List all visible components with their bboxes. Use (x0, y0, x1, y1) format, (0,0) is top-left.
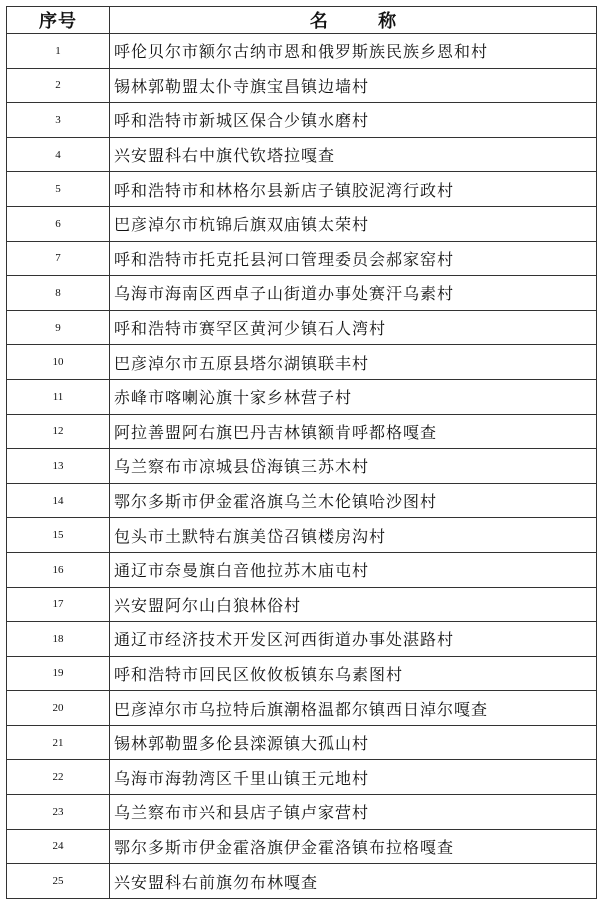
table-row (7, 103, 597, 138)
row-number: 5 (7, 172, 110, 207)
village-name: 阿拉善盟阿右旗巴丹吉林镇额肯呼都格嘎查 (110, 414, 597, 449)
row-number: 17 (7, 587, 110, 622)
village-name: 呼和浩特市托克托县河口管理委员会郝家窑村 (110, 241, 597, 276)
table-row (7, 829, 597, 864)
row-number: 2 (7, 68, 110, 103)
village-name: 巴彦淖尔市乌拉特后旗潮格温都尔镇西日淖尔嘎查 (110, 691, 597, 726)
row-number: 4 (7, 137, 110, 172)
table-row (7, 587, 597, 622)
row-number: 15 (7, 518, 110, 553)
village-name: 赤峰市喀喇沁旗十家乡林营子村 (110, 379, 597, 414)
row-number: 24 (7, 829, 110, 864)
table-row (7, 483, 597, 518)
row-number: 14 (7, 483, 110, 518)
village-name: 通辽市奈曼旗白音他拉苏木庙屯村 (110, 552, 597, 587)
table-header-row (7, 7, 597, 34)
table-row (7, 518, 597, 553)
row-number: 16 (7, 552, 110, 587)
table-row (7, 206, 597, 241)
row-number: 25 (7, 864, 110, 899)
row-number: 7 (7, 241, 110, 276)
row-number: 9 (7, 310, 110, 345)
row-number: 18 (7, 622, 110, 657)
row-number: 11 (7, 379, 110, 414)
table-row (7, 68, 597, 103)
village-name: 呼和浩特市和林格尔县新店子镇胶泥湾行政村 (110, 172, 597, 207)
village-name: 乌海市海南区西卓子山街道办事处赛汗乌素村 (110, 276, 597, 311)
village-name: 呼和浩特市新城区保合少镇水磨村 (110, 103, 597, 138)
table-row (7, 725, 597, 760)
row-number: 21 (7, 725, 110, 760)
table-row (7, 760, 597, 795)
village-name: 兴安盟阿尔山白狼林俗村 (110, 587, 597, 622)
row-number: 3 (7, 103, 110, 138)
table-row (7, 172, 597, 207)
village-name: 鄂尔多斯市伊金霍洛旗乌兰木伦镇哈沙图村 (110, 483, 597, 518)
table-row (7, 656, 597, 691)
row-number: 13 (7, 449, 110, 484)
village-list-table (6, 6, 597, 899)
row-number: 8 (7, 276, 110, 311)
village-name: 锡林郭勒盟太仆寺旗宝昌镇边墙村 (110, 68, 597, 103)
row-number: 1 (7, 34, 110, 69)
table-body (7, 34, 597, 899)
table-row (7, 622, 597, 657)
table-row (7, 345, 597, 380)
village-name: 鄂尔多斯市伊金霍洛旗伊金霍洛镇布拉格嘎查 (110, 829, 597, 864)
village-name: 兴安盟科右中旗代钦塔拉嘎查 (110, 137, 597, 172)
village-name: 通辽市经济技术开发区河西街道办事处湛路村 (110, 622, 597, 657)
row-number: 22 (7, 760, 110, 795)
village-name: 锡林郭勒盟多伦县滦源镇大孤山村 (110, 725, 597, 760)
table-row (7, 691, 597, 726)
table-row (7, 552, 597, 587)
column-header-name: 名 称 (110, 7, 597, 34)
table-row (7, 276, 597, 311)
row-number: 6 (7, 206, 110, 241)
village-name: 兴安盟科右前旗勿布林嘎查 (110, 864, 597, 899)
row-number: 20 (7, 691, 110, 726)
table-row (7, 379, 597, 414)
village-name: 包头市土默特右旗美岱召镇楼房沟村 (110, 518, 597, 553)
village-name: 呼伦贝尔市额尔古纳市恩和俄罗斯族民族乡恩和村 (110, 34, 597, 69)
village-name: 乌兰察布市兴和县店子镇卢家营村 (110, 795, 597, 830)
table-row (7, 310, 597, 345)
table-row (7, 449, 597, 484)
village-name: 巴彦淖尔市五原县塔尔湖镇联丰村 (110, 345, 597, 380)
village-name: 巴彦淖尔市杭锦后旗双庙镇太荣村 (110, 206, 597, 241)
table-row (7, 864, 597, 899)
village-name: 乌兰察布市凉城县岱海镇三苏木村 (110, 449, 597, 484)
table-row (7, 414, 597, 449)
row-number: 10 (7, 345, 110, 380)
table-row (7, 137, 597, 172)
row-number: 23 (7, 795, 110, 830)
table-row (7, 34, 597, 69)
table-row (7, 241, 597, 276)
row-number: 12 (7, 414, 110, 449)
table-row (7, 795, 597, 830)
village-name: 呼和浩特市回民区攸攸板镇东乌素图村 (110, 656, 597, 691)
village-name: 乌海市海勃湾区千里山镇王元地村 (110, 760, 597, 795)
village-name: 呼和浩特市赛罕区黄河少镇石人湾村 (110, 310, 597, 345)
row-number: 19 (7, 656, 110, 691)
column-header-no: 序号 (7, 7, 110, 34)
